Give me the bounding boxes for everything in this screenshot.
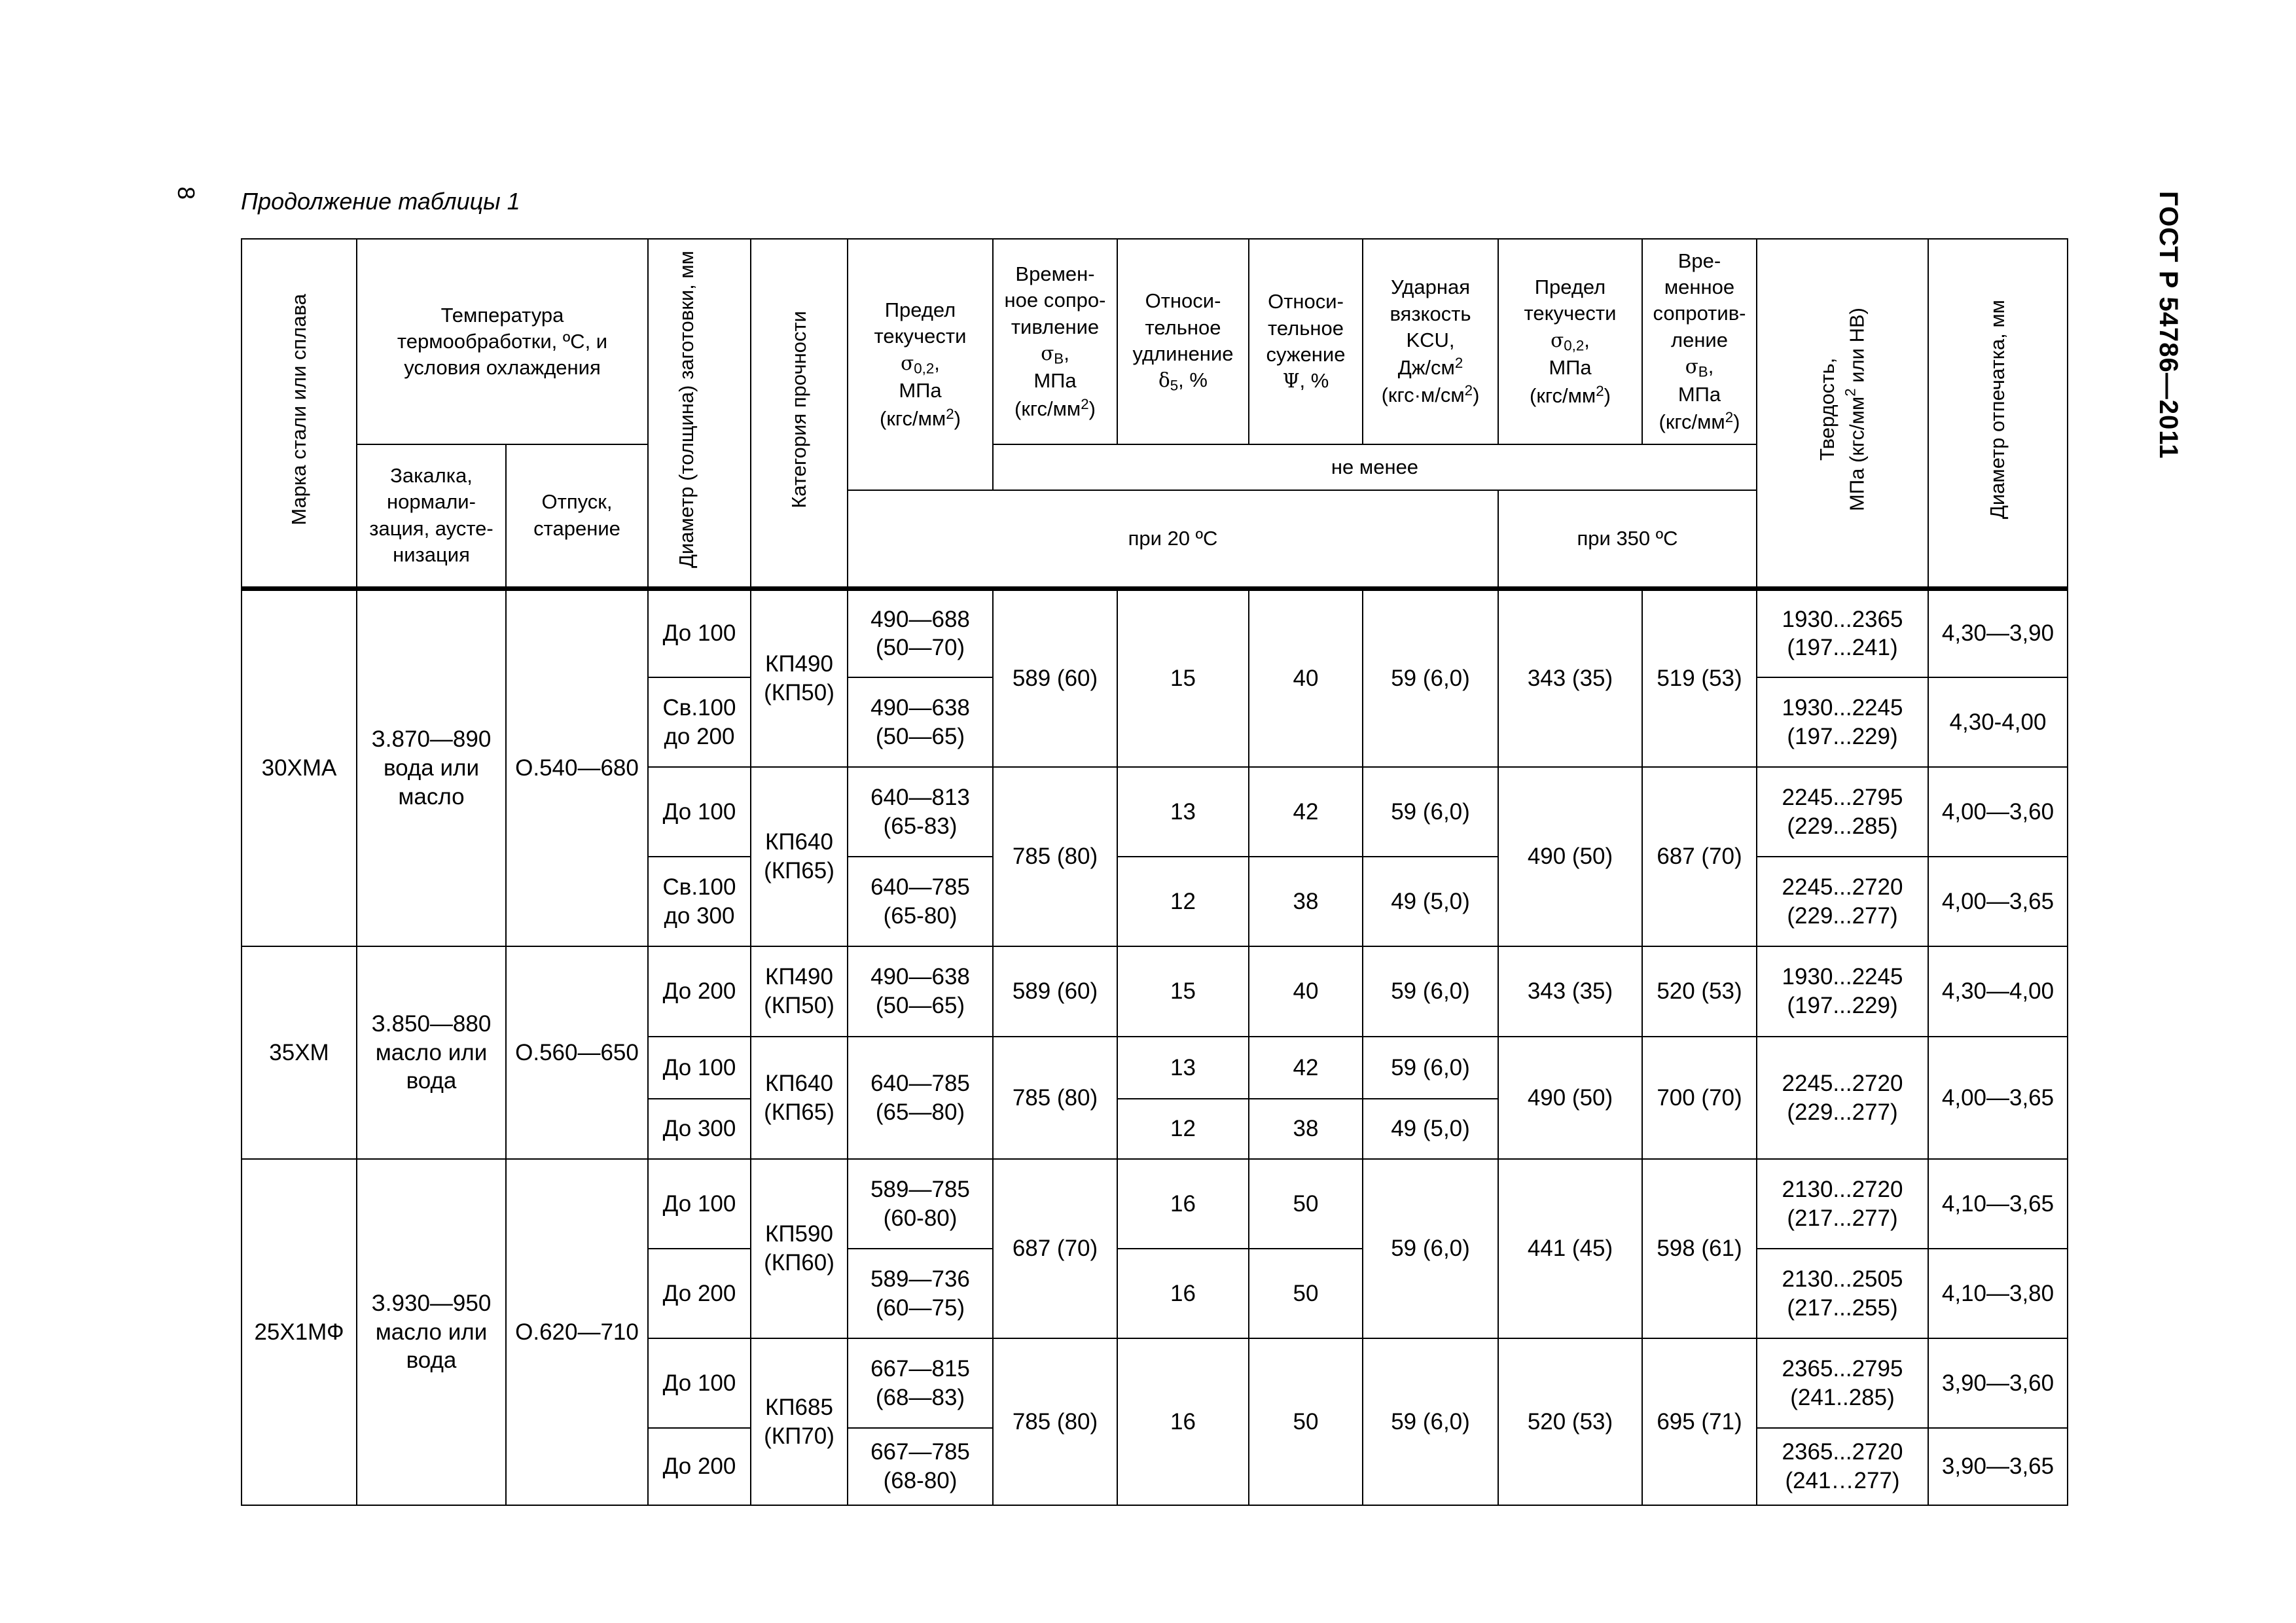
quench-cell: З.850—880 масло или вода [357, 946, 506, 1159]
temper-cell: О.620—710 [506, 1159, 648, 1505]
yield-350-cell: 343 (35) [1498, 588, 1642, 767]
diameter-cell: До 100 [648, 1338, 751, 1428]
yield-350-cell: 343 (35) [1498, 946, 1642, 1037]
reduction-cell: 38 [1249, 857, 1363, 946]
impact-cell: 59 (6,0) [1363, 1037, 1498, 1099]
grade-cell: 30ХМА [242, 588, 357, 946]
quench-cell: З.870—890 вода или масло [357, 588, 506, 946]
diameter-cell: До 200 [648, 1428, 751, 1505]
tensile-cell: 687 (70) [993, 1159, 1117, 1338]
header-quench: Закалка, нормали-зация, аусте-низация [357, 444, 506, 588]
yield-350-cell: 441 (45) [1498, 1159, 1642, 1338]
category-cell: КП640 (КП65) [751, 1037, 848, 1159]
yield-cell: 640—813 (65-83) [848, 767, 993, 857]
imprint-cell: 4,30-4,00 [1928, 677, 2068, 767]
elongation-cell: 16 [1117, 1338, 1249, 1505]
table-row [242, 588, 2068, 677]
grade-cell: 35ХМ [242, 946, 357, 1159]
imprint-cell: 4,00—3,65 [1928, 1037, 2068, 1159]
elongation-cell: 13 [1117, 1037, 1249, 1099]
yield-cell: 490—638 (50—65) [848, 946, 993, 1037]
imprint-cell: 4,30—3,90 [1928, 588, 2068, 677]
category-cell: КП490 (КП50) [751, 946, 848, 1037]
tensile-350-cell: 519 (53) [1642, 588, 1757, 767]
hardness-cell: 2130...2505 (217...255) [1757, 1249, 1928, 1338]
yield-cell: 589—785 (60-80) [848, 1159, 993, 1249]
diameter-cell: До 100 [648, 1037, 751, 1099]
yield-cell: 667—785 (68-80) [848, 1428, 993, 1505]
diameter-cell: До 100 [648, 1159, 751, 1249]
diameter-cell: До 300 [648, 1099, 751, 1159]
hardness-cell: 2130...2720 (217...277) [1757, 1159, 1928, 1249]
header-imprint: Диаметр отпечатка, мм [1928, 239, 2068, 588]
header-diameter: Диаметр (толщина) заготовки, мм [648, 239, 751, 588]
hardness-cell: 2365...2720 (241…277) [1757, 1428, 1928, 1505]
grade-cell: 25Х1МФ [242, 1159, 357, 1505]
tensile-cell: 589 (60) [993, 588, 1117, 767]
table-caption: Продолжение таблицы 1 [241, 188, 520, 215]
header-tensile-350: Вре- менное сопротив- ление $\sigma_В$, МПа $(кгс/мм^2)$ [1642, 239, 1757, 444]
imprint-cell: 3,90—3,60 [1928, 1338, 2068, 1428]
yield-cell: 640—785 (65—80) [848, 1037, 993, 1159]
header-at-20: при 20 ºС [848, 490, 1498, 588]
temper-cell: О.540—680 [506, 588, 648, 946]
yield-cell: 490—688 (50—70) [848, 588, 993, 677]
tensile-350-cell: 520 (53) [1642, 946, 1757, 1037]
header-at-350: при 350 ºС [1498, 490, 1757, 588]
elongation-cell: 13 [1117, 767, 1249, 857]
header-elongation: Относи- тельное удлинение $\delta_5$, % [1117, 239, 1249, 444]
table-row [242, 946, 2068, 1037]
diameter-cell: До 100 [648, 767, 751, 857]
category-cell: КП590 (КП60) [751, 1159, 848, 1338]
header-strength-category: Категория прочности [751, 239, 848, 588]
imprint-cell: 3,90—3,65 [1928, 1428, 2068, 1505]
elongation-cell: 15 [1117, 946, 1249, 1037]
elongation-cell: 16 [1117, 1249, 1249, 1338]
reduction-cell: 50 [1249, 1249, 1363, 1338]
header-tensile-20: Времен- ное сопро- тивление $\sigma_В$, МПа $(кгс/мм^2)$ [993, 239, 1117, 444]
elongation-cell: 16 [1117, 1159, 1249, 1249]
yield-cell: 490—638 (50—65) [848, 677, 993, 767]
header-reduction: Относи- тельное сужение Ψ, % [1249, 239, 1363, 444]
impact-cell: 59 (6,0) [1363, 1159, 1498, 1338]
yield-cell: 667—815 (68—83) [848, 1338, 993, 1428]
hardness-cell: 1930...2365 (197...241) [1757, 588, 1928, 677]
elongation-cell: 12 [1117, 857, 1249, 946]
category-cell: КП640 (КП65) [751, 767, 848, 946]
impact-cell: 59 (6,0) [1363, 946, 1498, 1037]
tensile-350-cell: 687 (70) [1642, 767, 1757, 946]
imprint-cell: 4,10—3,80 [1928, 1249, 2068, 1338]
reduction-cell: 40 [1249, 588, 1363, 767]
quench-cell: З.930—950 масло или вода [357, 1159, 506, 1505]
elongation-cell: 12 [1117, 1099, 1249, 1159]
impact-cell: 49 (5,0) [1363, 857, 1498, 946]
header-heat-treatment: Температура термообработки, ºС, и условия охлаждения [357, 239, 648, 444]
header-impact: Ударная вязкость KCU, $Дж/см^2$ $(кгс\cdot м/см^2)$ [1363, 239, 1498, 444]
impact-cell: 59 (6,0) [1363, 588, 1498, 767]
impact-cell: 49 (5,0) [1363, 1099, 1498, 1159]
elongation-cell: 15 [1117, 588, 1249, 767]
header-hardness: Твердость, МПа ($кгс/мм^2$ или НВ) [1757, 239, 1928, 588]
header-yield-20: Предел текучести $\sigma_{0,2}$, МПа $(кгс/мм^2)$ [848, 239, 993, 490]
yield-cell: 589—736 (60—75) [848, 1249, 993, 1338]
tensile-cell: 785 (80) [993, 1037, 1117, 1159]
page-number: 8 [173, 187, 200, 200]
header-not-less: не менее [993, 444, 1757, 490]
yield-350-cell: 490 (50) [1498, 767, 1642, 946]
tensile-350-cell: 598 (61) [1642, 1159, 1757, 1338]
reduction-cell: 42 [1249, 1037, 1363, 1099]
category-cell: КП490 (КП50) [751, 588, 848, 767]
table-row [242, 1159, 2068, 1249]
hardness-cell: 2245...2795 (229...285) [1757, 767, 1928, 857]
category-cell: КП685 (КП70) [751, 1338, 848, 1505]
reduction-cell: 42 [1249, 767, 1363, 857]
reduction-cell: 50 [1249, 1159, 1363, 1249]
tensile-350-cell: 695 (71) [1642, 1338, 1757, 1505]
tensile-cell: 589 (60) [993, 946, 1117, 1037]
header-temper: Отпуск, старение [506, 444, 648, 588]
hardness-cell: 2365...2795 (241..285) [1757, 1338, 1928, 1428]
reduction-cell: 40 [1249, 946, 1363, 1037]
diameter-cell: Св.100 до 200 [648, 677, 751, 767]
yield-cell: 640—785 (65-80) [848, 857, 993, 946]
standard-title: ГОСТ Р 54786—2011 [2154, 191, 2183, 459]
imprint-cell: 4,10—3,65 [1928, 1159, 2068, 1249]
diameter-cell: Св.100 до 300 [648, 857, 751, 946]
imprint-cell: 4,00—3,65 [1928, 857, 2068, 946]
hardness-cell: 1930...2245 (197...229) [1757, 677, 1928, 767]
reduction-cell: 38 [1249, 1099, 1363, 1159]
hardness-cell: 2245...2720 (229...277) [1757, 1037, 1928, 1159]
header-grade: Марка стали или сплава [242, 239, 357, 588]
diameter-cell: До 100 [648, 588, 751, 677]
imprint-cell: 4,00—3,60 [1928, 767, 2068, 857]
tensile-350-cell: 700 (70) [1642, 1037, 1757, 1159]
header-yield-350: Предел текучести $\sigma_{0,2}$, МПа $(кгс/мм^2)$ [1498, 239, 1642, 444]
hardness-cell: 2245...2720 (229...277) [1757, 857, 1928, 946]
tensile-cell: 785 (80) [993, 767, 1117, 946]
imprint-cell: 4,30—4,00 [1928, 946, 2068, 1037]
impact-cell: 59 (6,0) [1363, 1338, 1498, 1505]
diameter-cell: До 200 [648, 1249, 751, 1338]
properties-table [241, 238, 2068, 1506]
impact-cell: 59 (6,0) [1363, 767, 1498, 857]
yield-350-cell: 520 (53) [1498, 1338, 1642, 1505]
hardness-cell: 1930...2245 (197...229) [1757, 946, 1928, 1037]
diameter-cell: До 200 [648, 946, 751, 1037]
yield-350-cell: 490 (50) [1498, 1037, 1642, 1159]
tensile-cell: 785 (80) [993, 1338, 1117, 1505]
reduction-cell: 50 [1249, 1338, 1363, 1505]
temper-cell: О.560—650 [506, 946, 648, 1159]
